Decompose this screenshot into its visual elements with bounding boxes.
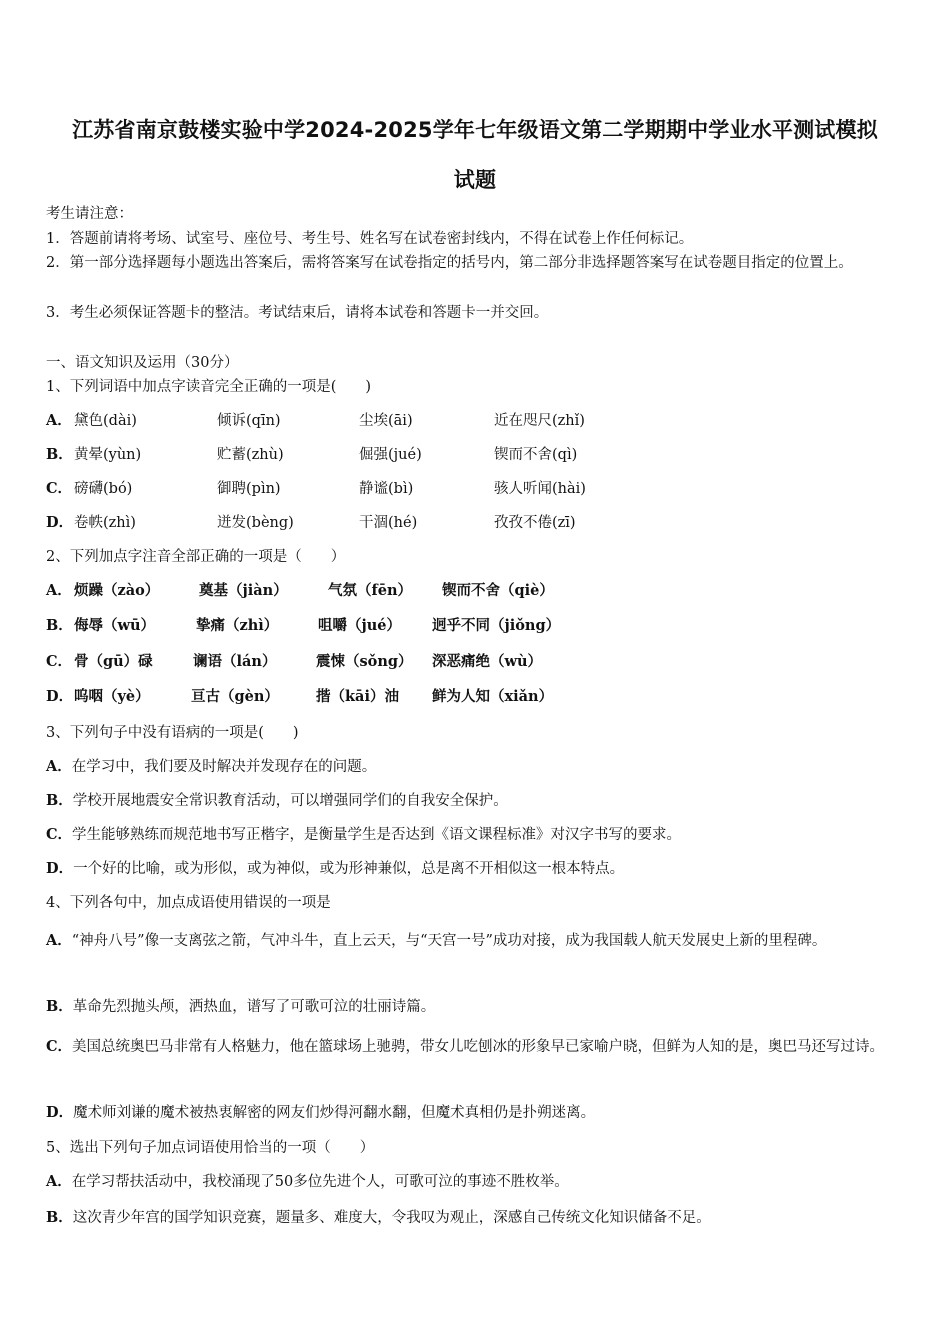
option-word: 迸发(bèng) [217, 515, 294, 531]
option-word: 黛色(dài) [74, 413, 137, 429]
q2-option-a [46, 579, 906, 601]
option-text: 学校开展地震安全常识教育活动，可以增强同学们的自我安全保护。 [72, 793, 508, 809]
option-word: 锲而不舍（qiè） [442, 582, 554, 599]
option-word: 近在咫尺(zhǐ) [494, 413, 585, 429]
option-label: C． [46, 1038, 73, 1055]
option-text: 学生能够熟练而规范地书写正楷字，是衡量学生是否达到《语文课程标准》对汉字书写的要求。 [72, 827, 682, 843]
option-word: 倾诉(qīn) [217, 413, 281, 429]
option-word: 磅礴(bó) [74, 481, 133, 497]
notice-item-1: 1．答题前请将考场、试室号、座位号、考生号、姓名写在试卷密封线内，不得在试卷上作任何标记。 [46, 231, 694, 247]
option-text: 美国总统奥巴马非常有人格魅力，他在篮球场上驰骋，带女儿吃刨冰的形象早已家喻户晓，但鲜为人知的是，奥巴马还写过诗。 [72, 1039, 885, 1055]
option-word: 侮辱（wū） [74, 617, 156, 634]
option-word: 深恶痛绝（wù） [432, 653, 543, 670]
section-heading: 一、语文知识及运用（30分） [46, 355, 239, 371]
option-word: 谰语（lán） [193, 653, 277, 670]
option-label: D． [46, 514, 74, 531]
option-word: 揩（kāi）油 [316, 688, 399, 705]
option-word: 黄晕(yùn) [74, 447, 142, 463]
option-label: D． [46, 1104, 74, 1121]
option-word: 御聘(pìn) [217, 481, 281, 497]
option-label: C． [46, 480, 73, 497]
q1-option-d [46, 511, 906, 533]
q4-option-d [46, 1101, 595, 1122]
option-label: B． [46, 617, 73, 634]
option-text: “神舟八号”像一支离弦之箭，气冲斗牛，直上云天，与“天宫一号”成功对接，成为我国载人航天发展史上新的里程碑。 [71, 933, 827, 949]
option-word: 烦躁（zào） [74, 582, 160, 599]
q4-option-a [46, 922, 898, 960]
q3-option-c [46, 823, 681, 844]
option-text: 这次青少年宫的国学知识竞赛，题量多、难度大，令我叹为观止，深感自己传统文化知识储备不足。 [72, 1210, 711, 1226]
q4-option-c [46, 1028, 898, 1066]
option-text: 一个好的比喻，或为形似，或为神似，或为形神兼似，总是离不开相似这一根本特点。 [73, 861, 625, 877]
question-3-stem: 3、下列句子中没有语病的一项是( ) [46, 725, 299, 741]
option-word: 干涸(hé) [359, 515, 418, 531]
option-word: 贮蓄(zhù) [217, 447, 284, 463]
option-label: D． [46, 860, 74, 877]
option-word: 震悚（sǒng） [316, 653, 413, 670]
question-4-stem: 4、下列各句中，加点成语使用错误的一项是 [46, 895, 331, 911]
option-word: 气氛（fēn） [328, 582, 413, 599]
option-label: C． [46, 653, 73, 670]
option-word: 亘古（gèn） [191, 688, 279, 705]
q5-option-a [46, 1170, 569, 1191]
question-1-stem: 1、下列词语中加点字读音完全正确的一项是( ) [46, 379, 372, 395]
option-word: 卷帙(zhì) [74, 515, 136, 531]
notice-item-2: 2．第一部分选择题每小题选出答案后，需将答案写在试卷指定的括号内，第二部分非选择题答案写在试卷题目指定的位置上。 [46, 255, 853, 271]
option-word: 倔强(jué) [359, 447, 422, 463]
option-text: 在学习中，我们要及时解决并发现存在的问题。 [71, 759, 377, 775]
option-label: A． [46, 758, 72, 775]
option-label: A． [46, 932, 72, 949]
q3-option-a [46, 755, 376, 776]
question-5-stem: 5、选出下列句子加点词语使用恰当的一项（ ） [46, 1140, 375, 1156]
option-word: 迥乎不同（jiǒng） [432, 617, 561, 634]
option-word: 奠基（jiàn） [199, 582, 288, 599]
q2-option-d [46, 685, 906, 707]
option-word: 锲而不舍(qì) [494, 447, 578, 463]
option-word: 骨（gū）碌 [74, 653, 153, 670]
option-label: C． [46, 826, 73, 843]
q2-option-b [46, 614, 906, 636]
option-word: 呜咽（yè） [74, 688, 150, 705]
option-label: B． [46, 446, 73, 463]
option-label: A． [46, 582, 72, 599]
q3-option-b [46, 789, 508, 810]
q1-option-b [46, 443, 906, 465]
option-word: 鲜为人知（xiǎn） [432, 688, 554, 705]
q1-option-a [46, 409, 906, 431]
option-word: 骇人听闻(hài) [494, 481, 586, 497]
q5-option-b [46, 1206, 711, 1227]
option-word: 咀嚼（jué） [318, 617, 402, 634]
option-label: B． [46, 998, 73, 1015]
option-word: 静谧(bì) [359, 481, 414, 497]
q1-option-c [46, 477, 906, 499]
notice-heading: 考生请注意： [46, 206, 133, 222]
option-label: D． [46, 688, 74, 705]
exam-title-continued: 试题 [453, 168, 497, 192]
option-label: B． [46, 792, 73, 809]
q4-option-b [46, 995, 435, 1016]
option-label: B． [46, 1209, 73, 1226]
exam-title: 江苏省南京鼓楼实验中学2024-2025学年七年级语文第二学期期中学业水平测试模拟 [72, 118, 878, 142]
option-word: 挚痛（zhì） [196, 617, 279, 634]
option-text: 魔术师刘谦的魔术被热衷解密的网友们炒得河翻水翻，但魔术真相仍是扑朔迷离。 [73, 1105, 596, 1121]
q2-option-c [46, 650, 906, 672]
option-text: 革命先烈抛头颅，洒热血，谱写了可歌可泣的壮丽诗篇。 [72, 999, 436, 1015]
option-text: 在学习帮扶活动中，我校涌现了50多位先进个人，可歌可泣的事迹不胜枚举。 [71, 1174, 569, 1190]
notice-item-3: 3．考生必须保证答题卡的整洁。考试结束后，请将本试卷和答题卡一并交回。 [46, 305, 549, 321]
option-label: A． [46, 1173, 72, 1190]
question-2-stem: 2、下列加点字注音全部正确的一项是（ ） [46, 549, 346, 565]
option-word: 孜孜不倦(zī) [494, 515, 576, 531]
q3-option-d [46, 857, 624, 878]
option-label: A． [46, 412, 72, 429]
option-word: 尘埃(āi) [359, 413, 413, 429]
